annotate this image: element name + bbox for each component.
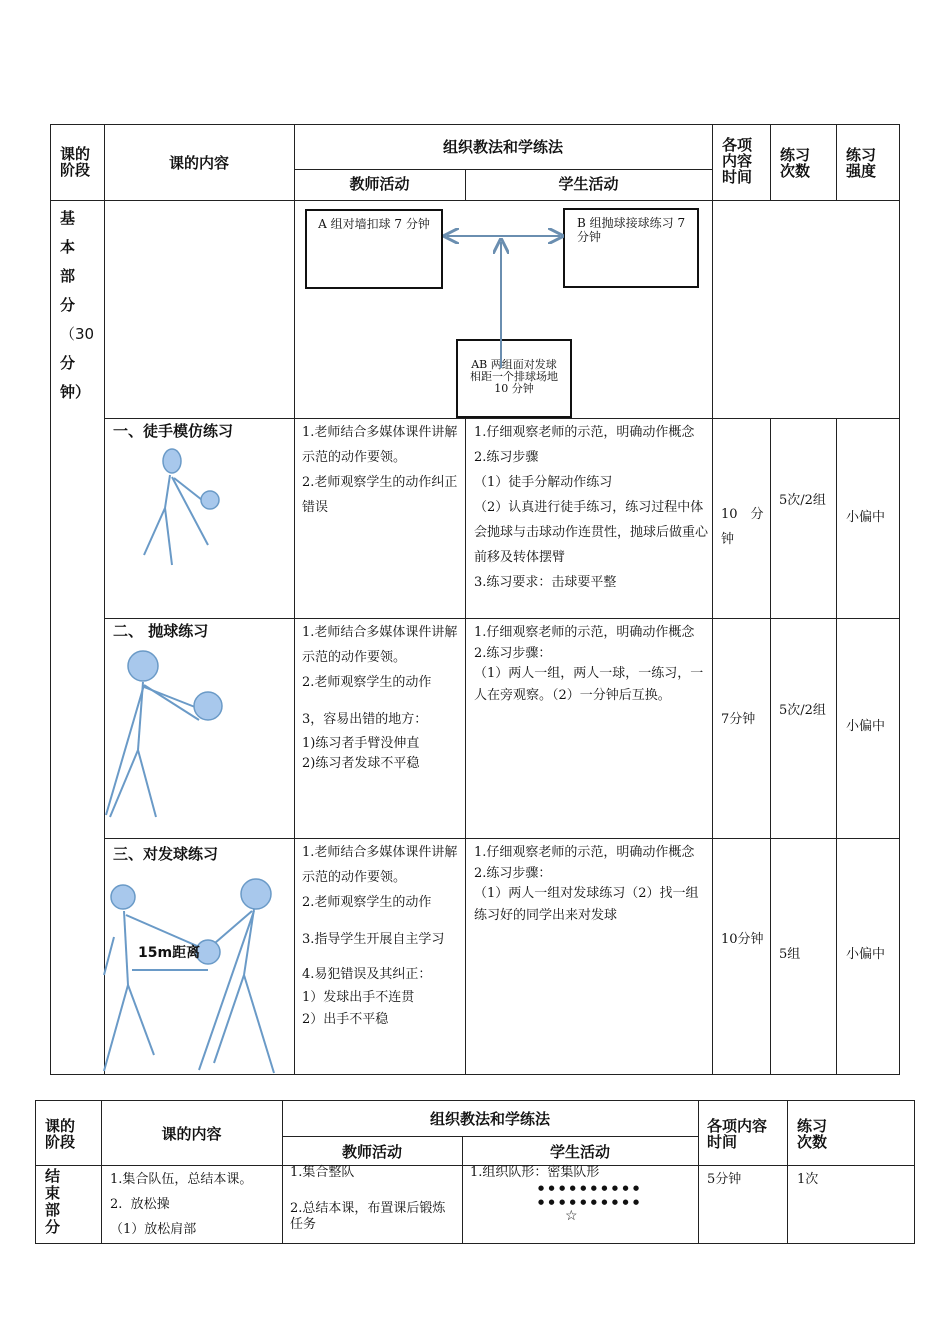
t2-student: 1.组织队形：密集队形 (470, 1165, 600, 1180)
diagram-box-ab: AB 两组面对发球相距一个排球场地 10 分钟 (456, 339, 572, 418)
row1-time: 10 分钟 (721, 507, 764, 547)
row1-count: 5次/2组 (779, 493, 826, 508)
header-count: 练习 次数 (780, 146, 811, 180)
stick-figure-icon (130, 445, 250, 575)
header-time: 各项 内容 时间 (722, 136, 753, 186)
t2-header-content: 课的内容 (161, 1125, 222, 1143)
row2-teacher: 1.老师结合多媒体课件讲解示范的动作要领。 2.老师观察学生的动作 3，容易出错的地方： 1)练习者手臂没伸直 2)练习者发球不平稳 (302, 625, 458, 771)
row3-time: 10分钟 (721, 932, 764, 947)
header-teacher: 教师活动 (349, 175, 410, 193)
tossing-figure-icon (104, 645, 234, 825)
diagram-box-b: B 组抛球接球练习 7 分钟 (563, 208, 699, 288)
header-content: 课的内容 (168, 154, 229, 172)
row1-title: 一、徒手模仿练习 (113, 422, 234, 440)
row3-count: 5组 (779, 947, 801, 962)
formation-row-1: ● ● ● ● ● ● ● ● ● ● (538, 1184, 640, 1192)
t2-header-student: 学生活动 (549, 1143, 610, 1161)
header-intensity: 练习 强度 (846, 146, 877, 180)
t2-count: 1次 (797, 1172, 819, 1187)
header-stage: 课的 阶段 (60, 145, 91, 179)
row3-teacher: 1.老师结合多媒体课件讲解示范的动作要领。 2.老师观察学生的动作 3.指导学生开展自主学习 4.易犯错误及其纠正： 1）发球出手不连贯 2）出手不平稳 (302, 845, 458, 1027)
row2-intensity: 小偏中 (846, 719, 886, 734)
stage-label-basic: 基 本 部 分 （30 分 钟） (60, 209, 95, 401)
row2-student: 1.仔细观察老师的示范，明确动作概念 2.练习步骤： （1）两人一组，两人一球，一练习，一人在旁观察。（2）一分钟后互换。 (474, 625, 704, 703)
diagram-box-a: A 组对墙扣球 7 分钟 (305, 209, 443, 289)
row2-title: 二、 抛球练习 (113, 622, 209, 640)
t2-header-time: 各项内容 时间 (707, 1117, 768, 1151)
row1-teacher: 1.老师结合多媒体课件讲解示范的动作要领。 2.老师观察学生的动作纠正错误 (302, 425, 458, 515)
row3-student: 1.仔细观察老师的示范，明确动作概念 2.练习步骤： （1）两人一组对发球练习（2）找一组练习好的同学出来对发球 (474, 845, 699, 923)
header-student: 学生活动 (558, 175, 619, 193)
row1-student: 1.仔细观察老师的示范，明确动作概念 2.练习步骤 （1）徒手分解动作练习 （2）认真进行徒手练习，练习过程中体会抛球与击球动作连贯性，抛球后做重心前移及转体摆臂 3.练习要求：击球要平整 (474, 425, 709, 590)
t2-teacher: 1.集合整队 2.总结本课，布置课后锻炼任务 (290, 1165, 446, 1232)
t2-stage-label: 结 束 部 分 (45, 1167, 61, 1236)
row2-count: 5次/2组 (779, 703, 826, 718)
row1-intensity: 小偏中 (846, 510, 886, 525)
t2-header-stage: 课的 阶段 (45, 1117, 76, 1151)
t2-header-org-methods: 组织教法和学练法 (429, 1110, 550, 1128)
row3-intensity: 小偏中 (846, 947, 886, 962)
t2-time: 5分钟 (707, 1172, 742, 1187)
row2-time: 7分钟 (721, 712, 756, 727)
serving-pair-icon (104, 875, 294, 1075)
formation-row-2: ● ● ● ● ● ● ● ● ● ● (538, 1198, 640, 1206)
t2-content: 1.集合队伍，总结本课。 2. 放松操 （1）放松肩部 (110, 1172, 253, 1237)
distance-label: 15m距离 (138, 945, 201, 961)
star-icon: ☆ (565, 1208, 578, 1224)
row3-title: 三、对发球练习 (113, 845, 219, 863)
t2-header-count: 练习 次数 (797, 1117, 828, 1151)
t2-header-teacher: 教师活动 (341, 1143, 402, 1161)
header-org-methods: 组织教法和学练法 (442, 138, 563, 156)
